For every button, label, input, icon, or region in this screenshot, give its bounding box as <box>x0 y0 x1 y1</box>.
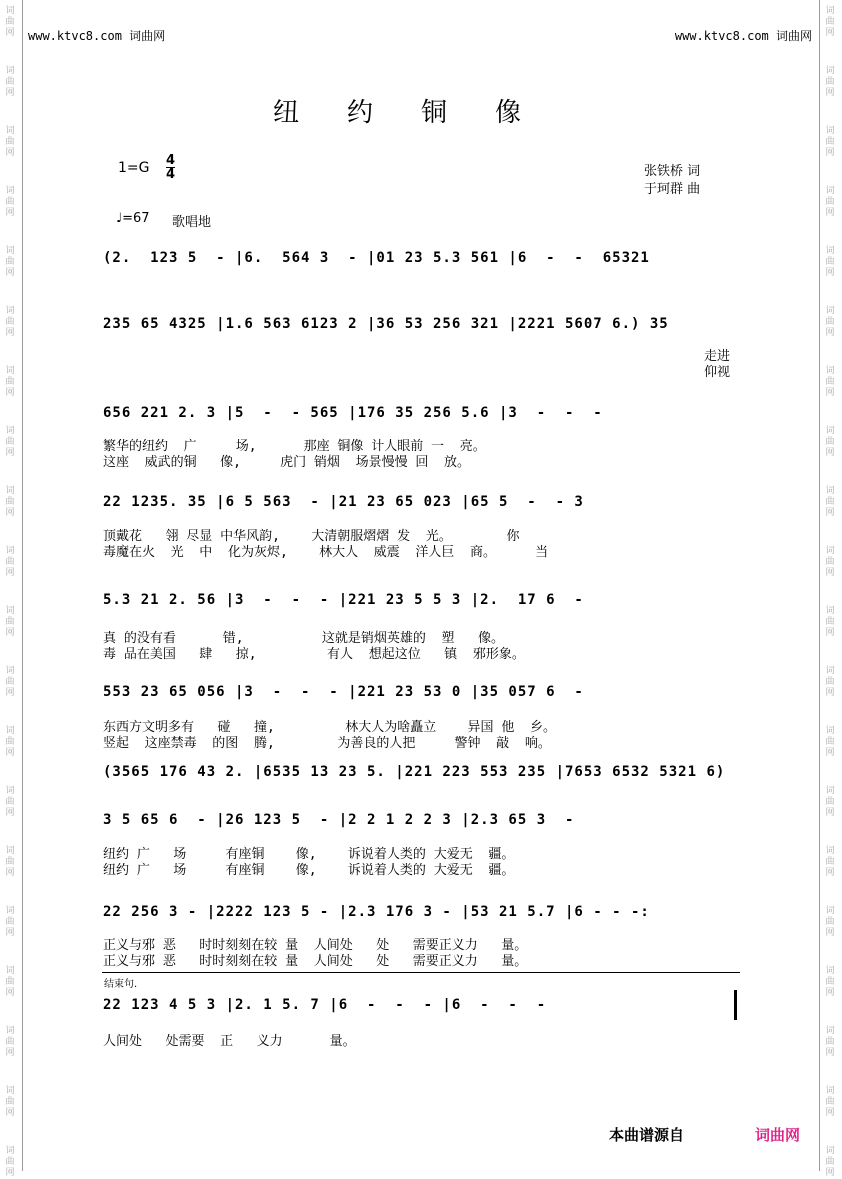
watermark-text: 词 曲 网 <box>5 186 15 218</box>
watermark-text: 词 曲 网 <box>825 66 835 98</box>
notation-row: 553 23 65 056 |3 - - - |221 23 53 0 |35 057 6 - <box>103 684 584 700</box>
watermark-text: 词 曲 网 <box>5 306 15 338</box>
watermark-text: 词 曲 网 <box>5 1146 15 1178</box>
lyric-line: 繁华的纽约 广 场, 那座 铜像 计人眼前 一 亮。 <box>103 439 486 454</box>
lyric-line: 纽约 广 场 有座铜 像, 诉说着人类的 大爱无 疆。 <box>103 863 515 878</box>
final-barline <box>734 990 737 1020</box>
key-signature: 1=G <box>118 160 150 176</box>
watermark-text: 词 曲 网 <box>825 786 835 818</box>
notation-row: 235 65 4325 |1.6 563 6123 2 |36 53 256 321 |2221 5607 6.) 35 <box>103 316 669 332</box>
lyric-line: 毒 品在美国 肆 掠, 有人 想起这位 镇 邪形象。 <box>103 647 525 662</box>
watermark-text: 词 曲 网 <box>825 426 835 458</box>
watermark-text: 词 曲 网 <box>5 6 15 38</box>
ending-label: 结束句. <box>104 979 138 990</box>
notation-row: 5.3 21 2. 56 |3 - - - |221 23 5 5 3 |2. 17 6 - <box>103 592 584 608</box>
watermark-text: 词 曲 网 <box>825 906 835 938</box>
watermark-text: 词 曲 网 <box>825 6 835 38</box>
lyric-line: 竖起 这座禁毒 的图 腾, 为善良的人把 警钟 敲 响。 <box>103 736 551 751</box>
brand-logo[interactable]: 词曲网 <box>755 1126 801 1144</box>
watermark-text: 词 曲 网 <box>825 486 835 518</box>
watermark-text: 词 曲 网 <box>825 546 835 578</box>
lyric-line: 这座 威武的铜 像, 虎门 销烟 场景慢慢 回 放。 <box>103 455 471 470</box>
lyric-line: 正义与邪 恶 时时刻刻在较 量 人间处 处 需要正义力 量。 <box>103 954 528 969</box>
watermark-text: 词 曲 网 <box>5 1026 15 1058</box>
watermark-text: 词 曲 网 <box>5 846 15 878</box>
watermark-text: 词 曲 网 <box>5 1086 15 1118</box>
watermark-text: 词 曲 网 <box>825 186 835 218</box>
site-header-right[interactable]: www.ktvc8.com 词曲网 <box>674 29 812 43</box>
watermark-text: 词 曲 网 <box>5 66 15 98</box>
watermark-text: 词 曲 网 <box>825 966 835 998</box>
watermark-text: 词 曲 网 <box>5 666 15 698</box>
ending-bracket <box>102 972 740 973</box>
notation-row: 22 123 4 5 3 |2. 1 5. 7 |6 - - - |6 - - - <box>103 997 547 1013</box>
watermark-text: 词 曲 网 <box>5 246 15 278</box>
tempo: ♩=67 <box>116 211 150 226</box>
watermark-text: 词 曲 网 <box>5 606 15 638</box>
watermark-text: 词 曲 网 <box>825 606 835 638</box>
lyric-line: 顶戴花 翎 尽显 中华风韵, 大清朝服熠熠 发 光。 你 <box>103 529 520 544</box>
lyric-line: 真 的没有看 错, 这就是销烟英雄的 塑 像。 <box>103 631 505 646</box>
watermark-text: 词 曲 网 <box>825 306 835 338</box>
composer: 于珂群 曲 <box>644 182 701 197</box>
performance-style: 歌唱地 <box>172 215 212 230</box>
site-header-left[interactable]: www.ktvc8.com 词曲网 <box>28 29 166 43</box>
watermark-text: 词 曲 网 <box>5 126 15 158</box>
time-top: 4 <box>166 153 176 168</box>
watermark-text: 词 曲 网 <box>825 1026 835 1058</box>
time-signature <box>166 154 175 181</box>
watermark-text: 词 曲 网 <box>825 246 835 278</box>
watermark-text: 词 曲 网 <box>825 1086 835 1118</box>
watermark-text: 词 曲 网 <box>825 726 835 758</box>
watermark-text: 词 曲 网 <box>5 486 15 518</box>
lyric-line: 东西方文明多有 碰 撞, 林大人为啥矗立 异国 他 乡。 <box>103 720 557 735</box>
source-label: 本曲谱源自 <box>609 1126 685 1144</box>
notation-row: (3565 176 43 2. |6535 13 23 5. |221 223 553 235 |7653 6532 5321 6) <box>103 764 726 780</box>
watermark-text: 词 曲 网 <box>825 1146 835 1178</box>
notation-row: 22 1235. 35 |6 5 563 - |21 23 65 023 |65 5 - - 3 <box>103 494 584 510</box>
left-watermark-strip <box>0 0 23 1178</box>
watermark-text: 词 曲 网 <box>5 366 15 398</box>
right-watermark-strip <box>819 0 842 1178</box>
watermark-text: 词 曲 网 <box>5 906 15 938</box>
lyric-line: 走进 <box>704 349 731 364</box>
watermark-text: 词 曲 网 <box>825 126 835 158</box>
notation-row: 22 256 3 - |2222 123 5 - |2.3 176 3 - |53 21 5.7 |6 - - -: <box>103 904 650 920</box>
lyric-line: 毒魔在火 光 中 化为灰烬, 林大人 威震 洋人巨 商。 当 <box>103 545 549 560</box>
notation-row: (2. 123 5 - |6. 564 3 - |01 23 5.3 561 |6 - - 65321 <box>103 250 650 266</box>
lyric-line: 纽约 广 场 有座铜 像, 诉说着人类的 大爱无 疆。 <box>103 847 515 862</box>
watermark-text: 词 曲 网 <box>825 846 835 878</box>
watermark-text: 词 曲 网 <box>5 726 15 758</box>
watermark-text: 词 曲 网 <box>825 666 835 698</box>
song-title: 纽约铜像 <box>272 98 569 128</box>
watermark-text: 词 曲 网 <box>5 546 15 578</box>
lyricist: 张铁桥 词 <box>644 164 701 179</box>
lyric-line: 人间处 处需要 正 义力 量。 <box>103 1034 356 1049</box>
time-bottom: 4 <box>166 167 176 182</box>
notation-row: 656 221 2. 3 |5 - - 565 |176 35 256 5.6 |3 - - - <box>103 405 603 421</box>
lyric-line: 仰视 <box>704 365 731 380</box>
watermark-text: 词 曲 网 <box>825 366 835 398</box>
lyric-line: 正义与邪 恶 时时刻刻在较 量 人间处 处 需要正义力 量。 <box>103 938 528 953</box>
watermark-text: 词 曲 网 <box>5 966 15 998</box>
watermark-text: 词 曲 网 <box>5 786 15 818</box>
watermark-text: 词 曲 网 <box>5 426 15 458</box>
notation-row: 3 5 65 6 - |26 123 5 - |2 2 1 2 2 3 |2.3 65 3 - <box>103 812 575 828</box>
